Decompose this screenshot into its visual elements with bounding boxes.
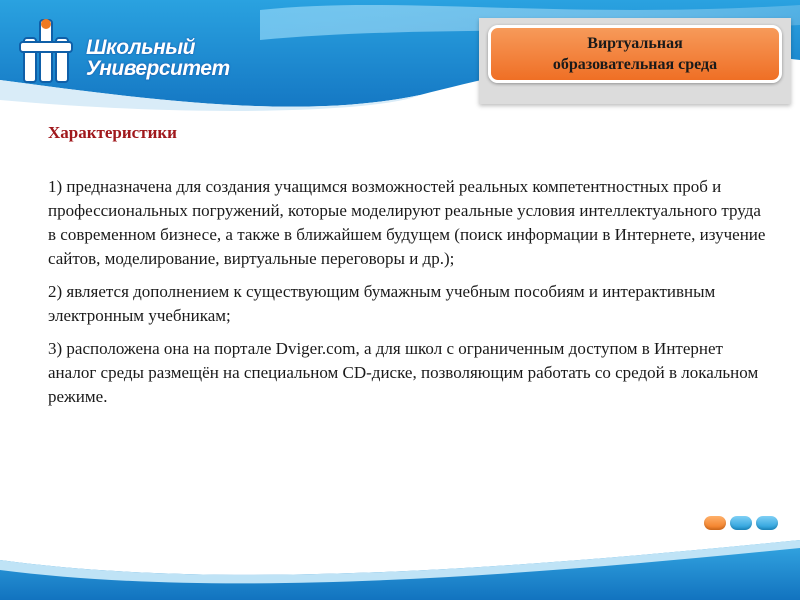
paragraph-3: 3) расположена она на портале Dviger.com, а для школ с ограниченным доступом в Интернет аналог среды размещён на специальном CD-диске, позволяющим работать со средой в локальном режиме.: [48, 339, 759, 406]
paragraph-1: 1) предназначена для создания учащимся возможностей реальных компетентностных проб и профессиональных погружений, которые моделируют реальные условия интеллектуального труда в современном бизнесе, а также в ближайшем будущем (поиск информации в Интернете, изучение сайтов, моделирование, виртуальные переговоры и др.);: [48, 177, 766, 268]
title-pill: [488, 25, 782, 83]
school-logo-icon: [18, 16, 78, 86]
title-line1: Виртуальная: [587, 35, 683, 52]
logo-text-line2: Университет: [86, 57, 230, 80]
nav-dot-blue-1: [730, 516, 752, 530]
nav-dot-blue-2: [756, 516, 778, 530]
title-box: [479, 18, 791, 104]
nav-dot-orange: [704, 516, 726, 530]
footer-band: [0, 510, 800, 600]
nav-dots-icon: [704, 516, 778, 530]
paragraph-2: 2) является дополнением к существующим бумажным учебным пособиям и интерактивным электронным учебникам;: [48, 282, 716, 325]
logo-text-line1: Школьный: [86, 36, 196, 59]
content: [48, 121, 768, 418]
section-heading: Характеристики: [48, 123, 177, 142]
school-university-logo: [18, 12, 230, 92]
title-line2: образовательная среда: [552, 56, 718, 73]
